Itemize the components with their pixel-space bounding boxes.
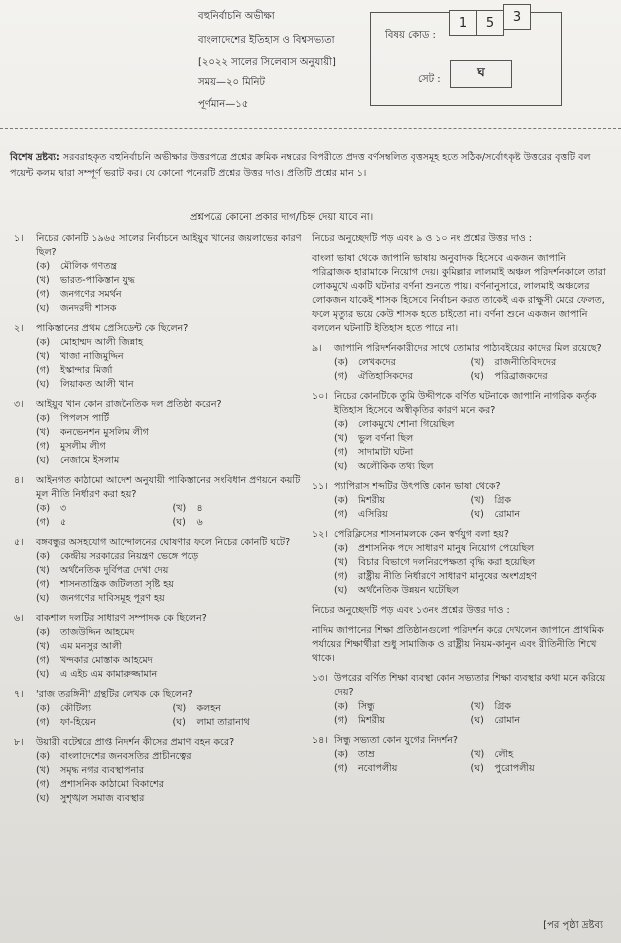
option-key: (ঘ) (334, 461, 348, 472)
option-text: বাংলাদেশের জনবসতির প্রাচীনত্বের (60, 751, 192, 762)
option-key: (ঘ) (36, 455, 50, 466)
option (36, 550, 309, 564)
options (14, 550, 309, 606)
full-marks: পূর্ণমান—১৫ (198, 99, 249, 110)
question-stem (312, 390, 607, 418)
option-text: খন্দকার মোস্তাক আহমেদ (60, 655, 153, 666)
option-key: (ঘ) (470, 509, 484, 520)
option-text: ইস্কান্দার মির্জা (60, 365, 113, 376)
option-text: জনগণের দাবিসমূহ পূরণ হয় (60, 593, 165, 604)
option (334, 432, 607, 446)
question-number: ২। (14, 323, 24, 334)
question-stem (312, 734, 607, 748)
question-number: ১০। (312, 391, 328, 402)
divider (0, 128, 621, 129)
option-key: (ঘ) (470, 763, 484, 774)
option-text: ৬ (196, 517, 203, 528)
option-key: (খ) (470, 701, 485, 712)
option-key: (গ) (334, 447, 348, 458)
set-value: ঘ (450, 60, 512, 88)
option-key: (গ) (334, 571, 348, 582)
option (173, 702, 310, 716)
option-text: তাম্র (358, 749, 375, 760)
option-text: জনদরদী শাসক (60, 303, 117, 314)
option-text: বিচার বিভাগে দলনিরপেক্ষতা বৃদ্ধি করা হয়েছিল (358, 557, 536, 568)
option-key: (খ) (334, 557, 348, 568)
question-number: ৬। (14, 613, 24, 624)
option-text: অলৌকিক তথ্য ছিল (358, 461, 434, 472)
question-number: ১২। (312, 529, 328, 540)
option (36, 440, 309, 454)
question (14, 612, 309, 682)
option (36, 564, 309, 578)
options (312, 542, 607, 598)
option (36, 412, 309, 426)
question-text: বঙ্গবন্ধুর অসহযোগ আন্দোলনের ঘোষণার ফলে নিচের কোনটি ঘটে? (36, 537, 291, 548)
option-key: (গ) (334, 509, 348, 520)
question-stem (312, 672, 607, 700)
question (14, 322, 309, 392)
option-key: (ক) (334, 701, 349, 712)
options (14, 412, 309, 468)
option-text: রোমান (494, 715, 521, 726)
option (471, 700, 608, 714)
question-text: উপরের বর্ণিত শিক্ষা ব্যবস্থা কোন সভ্যতার শিক্ষা ব্যবস্থার কথা মনে করিয়ে দেয়? (334, 673, 606, 698)
question-text: উয়ারী বটেশ্বরে প্রাপ্ত নিদর্শন কীসের প্রমাণ বহন করে? (36, 737, 235, 748)
option-text: অর্থনৈতিক উন্নয়ন ঘটেছিল (358, 585, 460, 596)
option (334, 494, 471, 508)
option-text: মুসলীম লীগ (60, 441, 106, 452)
options (312, 356, 607, 384)
question-number: ১৪। (312, 735, 328, 746)
question (14, 536, 309, 606)
option-key: (খ) (36, 351, 50, 362)
option-text: লৌহ (494, 749, 514, 760)
option (36, 350, 309, 364)
option-key: (গ) (36, 517, 50, 528)
question-number: ৫। (14, 537, 24, 548)
question (312, 528, 607, 598)
option-key: (ক) (36, 751, 51, 762)
question (14, 688, 309, 730)
option-key: (গ) (36, 365, 50, 376)
option (471, 714, 608, 728)
options (312, 700, 607, 728)
option (471, 508, 608, 522)
option-key: (খ) (36, 765, 50, 776)
option-key: (ক) (334, 749, 349, 760)
subject-code-label: বিষয় কোড : (385, 30, 436, 41)
set-label: সেট : (418, 74, 441, 85)
option-text: লেখকদের (358, 357, 396, 368)
option-text: গ্রিক (494, 701, 511, 712)
options (312, 494, 607, 522)
option-text: সুশৃঙ্খল সমাজ ব্যবস্থার (60, 793, 145, 804)
option-key: (গ) (36, 779, 50, 790)
option-text: মৌলিক গণতন্ত্র (60, 261, 118, 272)
option (334, 700, 471, 714)
left-column (14, 232, 309, 812)
question-text: বাকশাল দলটির সাধারণ সম্পাদক কে ছিলেন? (36, 613, 207, 624)
option-text: মিশরীয় (358, 715, 386, 726)
question-number: ৪। (14, 475, 24, 486)
option (334, 446, 607, 460)
option-text: ৫ (60, 517, 67, 528)
option-text: পরিব্রাজকদের (494, 371, 548, 382)
option (173, 502, 310, 516)
option (173, 716, 310, 730)
question-text: নিচের কোনটিকে তুমি উদ্দীপকে বর্ণিত ঘটনাকে জাপানি নাগরিক কর্তৃক ইতিহাস হিসেবে অস্বীকৃতির কারণ মনে কর? (334, 391, 597, 416)
syllabus-note: [২০২২ সালের সিলেবাস অনুযায়ী] (198, 57, 336, 68)
option-key: (ঘ) (470, 371, 484, 382)
question-text: আইনগত কাঠামো আদেশ অনুযায়ী পাকিস্তানের সংবিধান প্রণয়নে কয়টি মূল নীতি নির্ধারণ করা হয়? (36, 475, 301, 500)
option-text: ভুল বর্ণনা ছিল (358, 433, 414, 444)
option-key: (গ) (334, 371, 348, 382)
question-stem (312, 528, 607, 542)
option-text: পিপলস পার্টি (60, 413, 110, 424)
option (36, 764, 309, 778)
option (334, 418, 607, 432)
time-limit: সময়—২০ মিনিট (198, 77, 265, 88)
option-text: নেজামে ইসলাম (60, 455, 120, 466)
option-text: মোহাম্মদ আলী জিন্নাহ (60, 337, 143, 348)
option-text: ফা-হিয়েন (60, 717, 96, 728)
option-text: মিশরীয় (358, 495, 386, 506)
option (334, 748, 471, 762)
option-text: সিন্ধু (358, 701, 375, 712)
option-key: (ক) (334, 419, 349, 430)
options (312, 418, 607, 474)
option-key: (ঘ) (334, 585, 348, 596)
option (36, 792, 309, 806)
option (36, 702, 173, 716)
options (14, 626, 309, 682)
option-text: এ এইচ এম কামারুজ্জামান (60, 669, 158, 680)
option-text: গ্রিক (494, 495, 511, 506)
option (36, 260, 309, 274)
option-text: লিয়াকত আলী খান (60, 379, 134, 390)
option (36, 288, 309, 302)
question-stem (14, 322, 309, 336)
option-key: (ক) (334, 543, 349, 554)
option-key: (ঘ) (36, 793, 50, 804)
question (14, 474, 309, 530)
question-stem (14, 232, 309, 260)
option-text: এসিরিয় (358, 509, 388, 520)
option (471, 356, 608, 370)
option-key: (ঘ) (36, 669, 50, 680)
option-key: (ক) (334, 357, 349, 368)
question (14, 232, 309, 316)
options (14, 260, 309, 316)
question-number: ৩। (14, 399, 24, 410)
question-text: পাকিস্তানের প্রথম প্রেসিডেন্ট কে ছিলেন? (36, 323, 189, 334)
question-number: ১৩। (312, 673, 328, 684)
option-key: (খ) (36, 565, 50, 576)
option-text: সমৃদ্ধ নগর ব্যবস্থাপনার (60, 765, 145, 776)
option (36, 578, 309, 592)
no-mark-warning: প্রশ্নপত্রে কোনো প্রকার দাগ/চিহ্ন দেয়া যাবে না। (190, 212, 374, 223)
option (36, 502, 173, 516)
option (36, 716, 173, 730)
option-key: (খ) (172, 503, 187, 514)
option (36, 640, 309, 654)
question (14, 398, 309, 468)
option-key: (খ) (470, 357, 485, 368)
option-key: (গ) (334, 715, 348, 726)
question-stem (14, 688, 309, 702)
code-digit: 5 (476, 10, 504, 36)
option-key: (গ) (36, 655, 50, 666)
option (334, 762, 471, 776)
instructions-label: বিশেষ দ্রষ্টব্য: (10, 152, 60, 163)
option (36, 668, 309, 682)
option (36, 274, 309, 288)
passage: বাংলা ভাষা থেকে জাপানি ভাষায় অনুবাদক হিসেবে একজন জাপানি পরিব্রাজক হারামাকে নিয়োগ দেয়। কুমিল্লার লালমাই অঞ্চল পরিদর্শনকালে তারা লোকমুখে একটি ঘটনার বর্ণনা শুনতে পায়। বর্ণনানুসারে, লালমাই অঞ্চলের লোকজন যাকেই শাসক হিসেবে নির্বাচন করত তাকেই এক রাক্ষুসী মেরে ফেলত, ফলে মৃত্যুর ভয়ে কেউ শাসক হতে চাইতো না। বর্ণনা শুনে একজন জাপানি বললেন ঘটনাটি ইতিহাস হতে পারে না। (312, 253, 606, 334)
question (312, 390, 607, 474)
option (334, 570, 607, 584)
question-number: ৮। (14, 737, 24, 748)
option-key: (গ) (334, 763, 348, 774)
option (471, 494, 608, 508)
option-text: এম মনসুর আলী (60, 641, 122, 652)
question-text: পেরিক্লিসের শাসনামলকে কেন স্বর্ণযুগ বলা হয়? (334, 529, 509, 540)
question-stem (312, 480, 607, 494)
option-text: ৩ (60, 503, 67, 514)
option-text: প্রশাসনিক পদে সাধারণ মানুষ নিয়োগ পেয়েছিল (358, 543, 535, 554)
question-number: ৯। (312, 343, 322, 354)
next-page-note: [পর পৃষ্ঠা দ্রষ্টব্য (543, 920, 603, 931)
option (173, 516, 310, 530)
option-key: (ঘ) (172, 517, 186, 528)
option-text: সাদামাটা ঘটনা (358, 447, 414, 458)
option-text: শাসনতান্ত্রিক জটিলতা সৃষ্টি হয় (60, 579, 174, 590)
option (334, 556, 607, 570)
subject-code-cells (450, 10, 531, 36)
option-key: (খ) (470, 495, 485, 506)
options (14, 702, 309, 730)
option-key: (ক) (36, 627, 51, 638)
option-text: পুরোপলীয় (494, 763, 535, 774)
option (471, 762, 608, 776)
option (334, 508, 471, 522)
option (334, 714, 471, 728)
instructions-text: সরবরাহকৃত বহুনির্বাচনি অভীক্ষার উত্তরপত্রে প্রশ্নের ক্রমিক নম্বরের বিপরীতে প্রদত্ত বর্ণসম্বলিত বৃত্তসমূহ হতে সঠিক/সর্বোৎকৃষ্ট উত্তরের বৃত্তটি বল পয়েন্ট কলম দ্বারা সম্পূর্ণ ভরাট কর। যে কোনো পনেরটি প্রশ্নের উত্তর দাও। প্রতিটি প্রশ্নের মান ১। (10, 152, 591, 179)
option (36, 654, 309, 668)
option-key: (ঘ) (172, 717, 186, 728)
option-key: (ক) (36, 503, 51, 514)
option-key: (গ) (36, 717, 50, 728)
question-number: ১১। (312, 481, 328, 492)
option-key: (ঘ) (470, 715, 484, 726)
option-text: নবোপলীয় (358, 763, 398, 774)
question-number: ১। (14, 233, 24, 244)
question (312, 480, 607, 522)
option-key: (গ) (36, 289, 50, 300)
question-text: সিন্ধু সভ্যতা কোন যুগের নিদর্শন? (334, 735, 458, 746)
option-key: (ক) (36, 261, 51, 272)
option-key: (ঘ) (36, 303, 50, 314)
question-stem (312, 342, 607, 356)
code-digit: 3 (503, 4, 531, 30)
option-key: (গ) (36, 579, 50, 590)
option-text: ৪ (196, 503, 203, 514)
question-text: নিচের কোনটি ১৯৬৫ সালের নির্বাচনে আইয়ুব খানের জয়লাভের কারণ ছিল? (36, 233, 302, 258)
option-text: প্রশাসনিক কাঠামো বিকাশের (60, 779, 164, 790)
option-text: লোকমুখে শোনা গিয়েছিল (358, 419, 455, 430)
question (14, 736, 309, 806)
option-key: (খ) (36, 641, 50, 652)
option (36, 454, 309, 468)
option-key: (ক) (36, 703, 51, 714)
option (36, 364, 309, 378)
option-text: কৌটিল্য (60, 703, 91, 714)
option-text: রাজনীতিবিদদের (494, 357, 557, 368)
option (36, 516, 173, 530)
option-text: ঐতিহাসিকদের (358, 371, 413, 382)
options (14, 750, 309, 806)
option (334, 460, 607, 474)
question (312, 342, 607, 384)
options (14, 502, 309, 530)
options (312, 748, 607, 776)
option-key: (ক) (36, 413, 51, 424)
subject-name: বাংলাদেশের ইতিহাস ও বিশ্বসভ্যতা (198, 35, 335, 46)
code-digit: 1 (449, 10, 477, 36)
option-text: রাষ্ট্রীয় নীতি নির্ধারণে সাধারণ মানুষের অংশগ্রহণ (358, 571, 537, 582)
option-key: (গ) (36, 441, 50, 452)
option-key: (ক) (36, 551, 51, 562)
option (471, 370, 608, 384)
option (36, 336, 309, 350)
option-text: লামা তারানাথ (196, 717, 250, 728)
option-key: (খ) (470, 749, 485, 760)
question-stem (14, 612, 309, 626)
option-key: (ক) (334, 495, 349, 506)
option-key: (ক) (36, 337, 51, 348)
option-key: (ঘ) (36, 379, 50, 390)
option-text: খাজা নাজিমুদ্দিন (60, 351, 124, 362)
question-stem (14, 736, 309, 750)
option-text: অর্থনৈতিক দুর্বিপত্র দেখা দেয় (60, 565, 169, 576)
question-text: আইয়ুব খান কোন রাজনৈতিক দল প্রতিষ্ঠা করেন? (36, 399, 222, 410)
option (36, 426, 309, 440)
option (334, 370, 471, 384)
option-text: কনভেনশন মুসলিম লীগ (60, 427, 149, 438)
question-text: জাপানি পরিদর্শনকারীদের সাথে তোমার পাঠ্যবইয়ের কাদের মিল রয়েছে? (334, 343, 602, 354)
passage: নাদিম জাপানের শিক্ষা প্রতিষ্ঠানগুলো পরিদর্শন করে দেখলেন জাপানে প্রাথমিক পর্যায়ের শিক্ষার্থীরা শুধু সামাজিক ও রাষ্ট্রীয় নিয়ম-কানুন এবং রীতিনীতি শিখে থাকে। (312, 625, 604, 664)
option-text: কেন্দ্রীয় সরকারের নিয়ন্ত্রণ ভেঙ্গে পড়ে (60, 551, 199, 562)
option (36, 626, 309, 640)
question-stem (14, 474, 309, 502)
option (36, 592, 309, 606)
option (334, 542, 607, 556)
instructions (10, 150, 605, 182)
option (334, 356, 471, 370)
question-text: প্যাপিরাস শব্দটির উৎপত্তি কোন ভাষা থেকে? (334, 481, 501, 492)
passage-intro: নিচের অনুচ্ছেদটি পড় এবং ১৩নং প্রশ্নের উত্তর দাও : (312, 605, 510, 616)
option-text: জনগণের সমর্থন (60, 289, 122, 300)
question-number: ৭। (14, 689, 24, 700)
exam-type: বহুনির্বাচনি অভীক্ষা (198, 11, 275, 22)
question-stem (14, 536, 309, 550)
question (312, 672, 607, 728)
options (14, 336, 309, 392)
option-text: কলহন (196, 703, 221, 714)
option-key: (খ) (36, 275, 50, 286)
option (36, 378, 309, 392)
option (334, 584, 607, 598)
option-key: (খ) (334, 433, 348, 444)
option-key: (খ) (36, 427, 50, 438)
option (36, 302, 309, 316)
question (312, 734, 607, 776)
question-text: 'রাজ তরঙ্গিনী' গ্রন্থটির লেখক কে ছিলেন? (36, 689, 193, 700)
option-key: (ঘ) (36, 593, 50, 604)
option (36, 750, 309, 764)
option-text: ভারত-পাকিস্তান যুদ্ধ (60, 275, 135, 286)
passage-intro: নিচের অনুচ্ছেদটি পড় এবং ৯ ও ১০ নং প্রশ্নের উত্তর দাও : (312, 233, 532, 244)
question-stem (14, 398, 309, 412)
option (471, 748, 608, 762)
option-key: (খ) (172, 703, 187, 714)
option-text: তাজউদ্দিন আহমেদ (60, 627, 135, 638)
option (36, 778, 309, 792)
right-column (312, 232, 607, 782)
option-text: রোমান (494, 509, 521, 520)
